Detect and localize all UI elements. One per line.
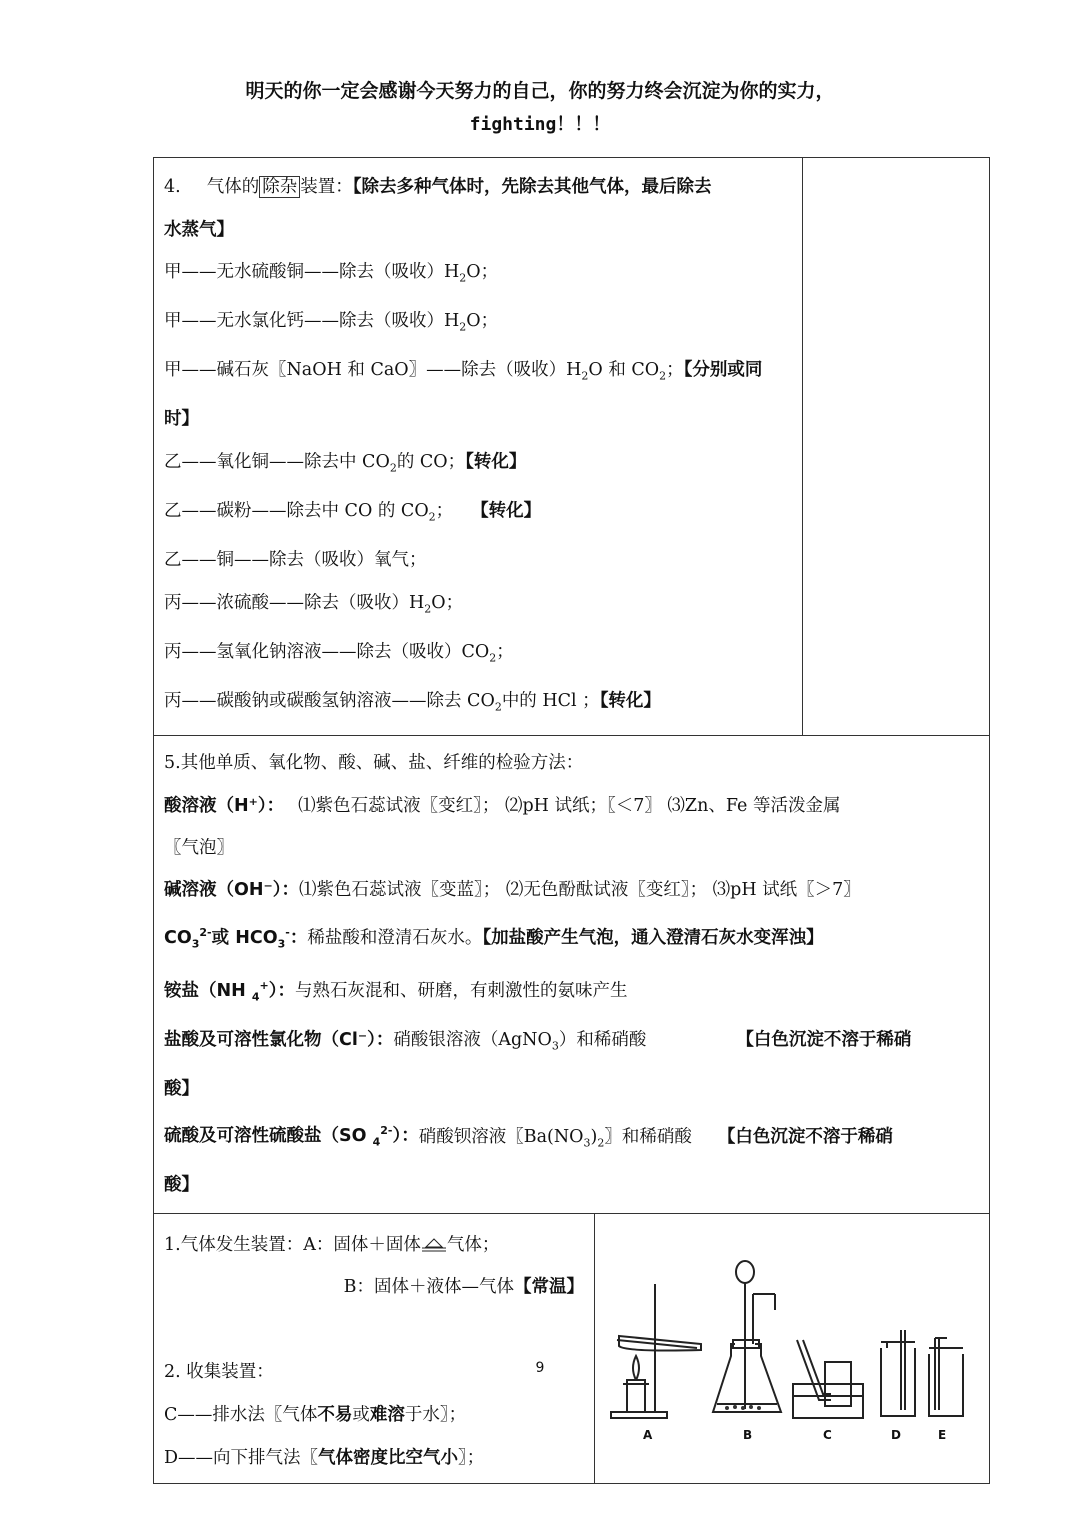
section-1-text-cell [154, 1213, 595, 1484]
row-h2so4: 丙——浓硫酸——除去（吸收）$H_2O$； [164, 592, 464, 616]
section-5-cell: 5.其他单质、氧化物、酸、碱、盐、纤维的检验方法： 酸溶液（H⁺）： ⑴紫色石蕊试液〖变红〗； ⑵pH 试纸；〖＜7〗 ⑶Zn、Fe 等活泼金属 〖气泡〗 碱溶液（OH⁻）：⑴紫色石蕊试液〖变蓝〗； ⑵无色酚酞试液〖变红〗； ⑶pH 试纸〖＞7〗 $CO_3^{2-}$或 $HCO_3^-$：稀盐酸和澄清石灰水。【加盐酸产生气泡，通入澄清石灰水变浑浊】 铵盐（NH $_4$+）：与熟石灰混和、研磨，有刺激性的氨味产生 盐酸及可溶性氯化物（Cl⁻）：硝酸银溶液（AgNO$_3$）和稀硝酸 【白色沉淀不溶于稀硝 酸】 硫酸及可溶性硫酸盐（SO $_4^{2-}$）：硝酸钡溶液〖$Ba(NO_3)_2$〗和稀硝酸 【白色沉淀不溶于稀硝 酸】 [154, 736, 990, 1214]
motto-header [0, 74, 1080, 142]
row-cuso4: 甲——无水硫酸铜——除去（吸收）$H_2O$； [164, 262, 499, 285]
row-sodalime: 甲——碱石灰〖NaOH 和 CaO〗——除去（吸收）$H_2O$ 和 $CO_2$；【分别或同 [164, 360, 763, 383]
acid-test: 酸溶液（H⁺）： ⑴紫色石蕊试液〖变红〗； ⑵pH 试纸；〖＜7〗 ⑶Zn、Fe 等活泼金属 [164, 795, 841, 816]
fig-label-d: D [891, 1427, 901, 1442]
collect-title: 2. 收集装置： [164, 1362, 274, 1383]
apparatus-figure [605, 1244, 981, 1454]
carbonate-test: $CO_3^{2-}$或 $HCO_3^-$：稀盐酸和澄清石灰水。【加盐酸产生气泡，通入澄清石灰水变浑浊】 [164, 925, 824, 951]
row-cacl2: 甲——无水氯化钙——除去（吸收）$H_2O$； [164, 311, 499, 334]
motto-line-2: fighting！！！ [469, 114, 611, 135]
gen-apparatus-b: B：固体＋液体—气体【常温】 [343, 1277, 584, 1298]
row-copper: 乙——铜——除去（吸收）氧气； [164, 550, 427, 571]
section-4-cell: 4. 气体的 除杂 装置：【除去多种气体时，先除去其他气体，最后除去 水蒸气】 甲——无水硫酸铜——除去（吸收）$H_2O$； 甲——无水氯化钙——除去（吸收）$H_2O$； 甲——碱石灰〖NaOH 和 CaO〗——除去（吸收）$H_2O$ 和 $CO_2$；【分别或同 时】 乙——氧化铜——除去中 $CO_2$的 CO；【转化】 乙——碳粉——除去中 CO 的 $CO_2$； 【转化】 乙——铜——除去（吸收）氧气； 丙——浓硫酸——除去（吸收）$H_2O$； 丙——氢氧化钠溶液——除去（吸收）$CO_2$； 丙——碳酸钠或碳酸氢钠溶液——除去 $CO_2$中的 HCl ；【转化】 [154, 158, 803, 736]
fig-label-c: C [823, 1427, 832, 1442]
fig-label-a: A [643, 1427, 653, 1442]
row-carbon: 乙——碳粉——除去中 CO 的 $CO_2$； 【转化】 [164, 501, 542, 524]
section-4-empty-cell [803, 158, 990, 736]
apparatus-drawing [605, 1244, 981, 1424]
page-number: 9 [535, 1360, 545, 1376]
section-4-row [154, 158, 990, 736]
section-5-row [154, 736, 990, 1214]
collect-c: C——排水法〖气体不易或难溶于水〗； [164, 1405, 467, 1426]
sulfate-test: 硫酸及可溶性硫酸盐（SO $_4^{2-}$）：硝酸钡溶液〖$Ba(NO_3)_2$〗和稀硝酸 【白色沉淀不溶于稀硝 [164, 1124, 893, 1149]
fig-label-b: B [743, 1427, 753, 1442]
heat-triangle-icon [421, 1236, 447, 1254]
section-5-title: 5.其他单质、氧化物、酸、碱、盐、纤维的检验方法： [164, 753, 584, 774]
section-1-row [154, 1213, 990, 1484]
boxed-term: 除杂 [259, 176, 300, 198]
notes-table [153, 157, 990, 1484]
ammonium-test: 铵盐（NH $_4$+）：与熟石灰混和、研磨，有刺激性的氨味产生 [164, 979, 628, 1004]
apparatus-figure-cell [595, 1213, 990, 1484]
collect-d: D——向下排气法〖气体密度比空气小〗； [164, 1447, 485, 1468]
base-test: 碱溶液（OH⁻）：⑴紫色石蕊试液〖变蓝〗； ⑵无色酚酞试液〖变红〗； ⑶pH 试纸〖＞7〗 [164, 880, 861, 901]
gen-apparatus-a: 1.气体发生装置：A：固体＋固体 气体； [164, 1234, 500, 1255]
chloride-test: 盐酸及可溶性氯化物（Cl⁻）：硝酸银溶液（AgNO$_3$）和稀硝酸 【白色沉淀不溶于稀硝 [164, 1030, 912, 1053]
fig-label-e: E [938, 1427, 947, 1442]
row-na2co3: 丙——碳酸钠或碳酸氢钠溶液——除去 $CO_2$中的 HCl ；【转化】 [164, 691, 661, 714]
row-naoh: 丙——氢氧化钠溶液——除去（吸收）$CO_2$； [164, 641, 514, 665]
motto-line-1: 明天的你一定会感谢今天努力的自己，你的努力终会沉淀为你的实力， [245, 80, 835, 102]
row-cuo: 乙——氧化铜——除去中 $CO_2$的 CO；【转化】 [164, 452, 527, 475]
